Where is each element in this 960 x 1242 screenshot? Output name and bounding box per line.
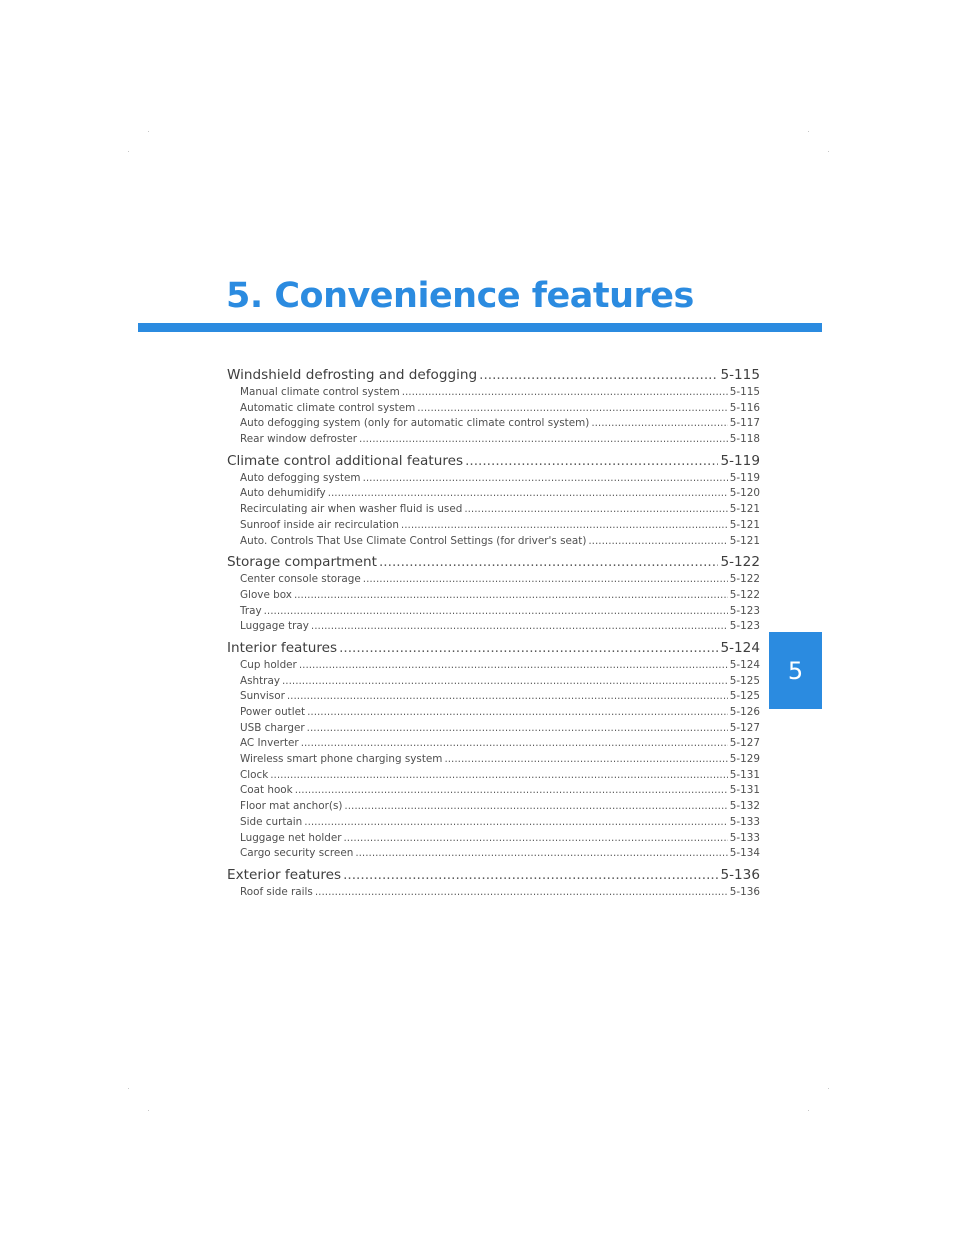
page-title: 5. Convenience features bbox=[226, 276, 694, 316]
dot-leader bbox=[294, 588, 728, 604]
toc-entry-label: Power outlet bbox=[240, 706, 306, 718]
dot-leader bbox=[301, 736, 728, 752]
toc-entry[interactable] bbox=[227, 768, 760, 784]
dot-leader bbox=[359, 432, 728, 448]
toc-entry[interactable] bbox=[227, 401, 760, 417]
toc-page-number: 5-119 bbox=[729, 471, 760, 484]
toc-page-number: 5-123 bbox=[729, 604, 760, 617]
toc-entry[interactable] bbox=[227, 416, 760, 432]
toc-page-number: 5-122 bbox=[729, 573, 760, 586]
toc-page-number: 5-131 bbox=[729, 768, 760, 781]
dot-leader bbox=[295, 783, 728, 799]
toc-section-heading[interactable] bbox=[227, 553, 760, 572]
toc-entry[interactable] bbox=[227, 486, 760, 502]
toc-entry[interactable] bbox=[227, 846, 760, 862]
toc-entry-label: Luggage net holder bbox=[240, 831, 342, 844]
dot-leader bbox=[363, 471, 728, 487]
crop-mark bbox=[808, 131, 809, 132]
crop-mark bbox=[148, 1110, 149, 1111]
toc-entry[interactable] bbox=[227, 721, 760, 737]
toc-entry-label: Roof side rails bbox=[240, 885, 313, 898]
toc-page-number: 5-118 bbox=[729, 433, 760, 446]
crop-mark bbox=[148, 131, 149, 132]
toc-entry-label: USB charger bbox=[240, 721, 305, 734]
dot-leader bbox=[379, 553, 719, 572]
toc-entry-label: Luggage tray bbox=[240, 620, 309, 633]
toc-entry[interactable] bbox=[227, 705, 760, 721]
toc-page-number: 5-126 bbox=[729, 706, 760, 718]
dot-leader bbox=[343, 866, 718, 885]
toc-entry[interactable] bbox=[227, 518, 760, 534]
toc-section-heading[interactable] bbox=[227, 866, 760, 885]
toc-entry[interactable] bbox=[227, 588, 760, 604]
toc-section-title: Windshield defrosting and defogging bbox=[227, 367, 478, 383]
toc-page-number: 5-116 bbox=[729, 401, 760, 414]
toc-page-number: 5-133 bbox=[729, 815, 760, 828]
dot-leader bbox=[444, 752, 727, 768]
dot-leader bbox=[307, 705, 728, 721]
toc-entry[interactable] bbox=[227, 674, 760, 690]
toc-entry[interactable] bbox=[227, 752, 760, 768]
toc-section bbox=[227, 452, 760, 549]
crop-mark bbox=[128, 151, 129, 152]
toc-entry-label: Auto defogging system bbox=[240, 471, 361, 484]
chapter-tab-number: 5 bbox=[787, 656, 804, 685]
toc-section-title: Storage compartment bbox=[227, 554, 377, 571]
toc-entry-label: Center console storage bbox=[240, 573, 361, 586]
crop-mark bbox=[828, 1088, 829, 1089]
toc-section-heading[interactable] bbox=[227, 639, 760, 658]
toc-section bbox=[227, 553, 760, 635]
dot-leader bbox=[479, 366, 718, 385]
title-underline-bar bbox=[138, 323, 822, 332]
dot-leader bbox=[270, 768, 728, 784]
toc-entry-label: Manual climate control system bbox=[240, 386, 400, 398]
toc-entry[interactable] bbox=[227, 831, 760, 847]
toc-entry-label: Recirculating air when washer fluid is used bbox=[240, 503, 463, 516]
toc-entry-label: Wireless smart phone charging system bbox=[240, 753, 443, 766]
dot-leader bbox=[315, 885, 728, 901]
dot-leader bbox=[465, 452, 718, 471]
toc-section-title: Climate control additional features bbox=[227, 452, 464, 469]
toc-page-number: 5-120 bbox=[729, 487, 760, 500]
toc-page-number: 5-121 bbox=[729, 503, 760, 516]
dot-leader bbox=[264, 604, 728, 620]
toc-entry-label: AC Inverter bbox=[240, 737, 299, 750]
toc-section bbox=[227, 866, 760, 901]
toc-entry[interactable] bbox=[227, 534, 760, 550]
toc-entry-label: Coat hook bbox=[240, 784, 293, 797]
toc-entry[interactable] bbox=[227, 815, 760, 831]
dot-leader bbox=[417, 401, 728, 417]
toc-page-number: 5-136 bbox=[729, 885, 760, 898]
toc-entry-label: Tray bbox=[240, 604, 262, 617]
dot-leader bbox=[311, 619, 728, 635]
toc-page-number: 5-136 bbox=[720, 866, 760, 883]
toc-page-number: 5-122 bbox=[729, 588, 760, 601]
toc-section-title: Interior features bbox=[227, 639, 338, 656]
toc-entry[interactable] bbox=[227, 689, 760, 705]
chapter-tab[interactable] bbox=[769, 632, 822, 709]
crop-mark bbox=[808, 1110, 809, 1111]
dot-leader bbox=[363, 572, 728, 588]
toc-page-number: 5-124 bbox=[729, 658, 760, 671]
dot-leader bbox=[307, 721, 728, 737]
toc-entry[interactable] bbox=[227, 385, 760, 401]
toc-page-number: 5-115 bbox=[720, 367, 760, 383]
toc-page-number: 5-124 bbox=[720, 639, 760, 656]
toc-page-number: 5-134 bbox=[729, 847, 760, 860]
toc-entry-label: Cargo security screen bbox=[240, 847, 354, 860]
dot-leader bbox=[464, 502, 727, 518]
toc-entry[interactable] bbox=[227, 471, 760, 487]
dot-leader bbox=[355, 846, 727, 862]
toc-page-number: 5-121 bbox=[729, 518, 760, 531]
toc-entry-label: Ashtray bbox=[240, 674, 280, 687]
toc-entry-label: Cup holder bbox=[240, 658, 297, 671]
toc-section-title: Exterior features bbox=[227, 866, 342, 883]
dot-leader bbox=[591, 416, 727, 432]
toc-page-number: 5-117 bbox=[729, 417, 760, 430]
dot-leader bbox=[299, 658, 728, 674]
toc-entry-label: Clock bbox=[240, 768, 269, 781]
crop-mark bbox=[128, 1088, 129, 1089]
toc-entry-label: Sunvisor bbox=[240, 690, 285, 703]
crop-mark bbox=[828, 151, 829, 152]
toc-page-number: 5-122 bbox=[720, 554, 760, 571]
toc-page-number: 5-132 bbox=[729, 800, 760, 813]
toc-entry[interactable] bbox=[227, 736, 760, 752]
toc-page-number: 5-115 bbox=[729, 386, 760, 398]
toc-entry[interactable] bbox=[227, 885, 760, 901]
toc-page-number: 5-123 bbox=[729, 620, 760, 633]
toc-section bbox=[227, 639, 760, 862]
dot-leader bbox=[339, 639, 718, 658]
toc-section-heading[interactable] bbox=[227, 452, 760, 471]
toc-entry[interactable] bbox=[227, 604, 760, 620]
toc-page-number: 5-127 bbox=[729, 721, 760, 734]
dot-leader bbox=[304, 815, 728, 831]
toc-entry-label: Sunroof inside air recirculation bbox=[240, 518, 399, 531]
toc-page-number: 5-133 bbox=[729, 831, 760, 844]
dot-leader bbox=[287, 689, 728, 705]
toc-entry[interactable] bbox=[227, 619, 760, 635]
toc-page-number: 5-127 bbox=[729, 737, 760, 750]
toc-page-number: 5-125 bbox=[729, 674, 760, 687]
toc-entry-label: Glove box bbox=[240, 588, 292, 601]
toc-entry-label: Floor mat anchor(s) bbox=[240, 800, 343, 813]
toc-entry-label: Auto defogging system (only for automatic climate control system) bbox=[240, 417, 590, 430]
table-of-contents bbox=[227, 366, 760, 905]
toc-entry[interactable] bbox=[227, 658, 760, 674]
dot-leader bbox=[401, 518, 728, 534]
dot-leader bbox=[328, 486, 728, 502]
toc-section bbox=[227, 366, 760, 448]
toc-entry-label: Auto dehumidify bbox=[240, 487, 326, 500]
toc-entry-label: Automatic climate control system bbox=[240, 401, 416, 414]
toc-entry[interactable] bbox=[227, 799, 760, 815]
toc-page-number: 5-121 bbox=[729, 534, 760, 547]
toc-entry[interactable] bbox=[227, 783, 760, 799]
toc-page-number: 5-129 bbox=[729, 753, 760, 766]
dot-leader bbox=[282, 674, 728, 690]
toc-entry[interactable] bbox=[227, 432, 760, 448]
toc-page-number: 5-119 bbox=[720, 452, 760, 469]
toc-entry-label: Auto. Controls That Use Climate Control Settings (for driver's seat) bbox=[240, 534, 587, 547]
toc-entry-label: Side curtain bbox=[240, 815, 303, 828]
toc-page-number: 5-125 bbox=[729, 690, 760, 703]
toc-section-heading[interactable] bbox=[227, 366, 760, 385]
toc-page-number: 5-131 bbox=[729, 784, 760, 797]
dot-leader bbox=[344, 799, 727, 815]
dot-leader bbox=[402, 385, 728, 401]
dot-leader bbox=[588, 534, 727, 550]
toc-entry[interactable] bbox=[227, 572, 760, 588]
dot-leader bbox=[344, 831, 728, 847]
toc-entry-label: Rear window defroster bbox=[240, 433, 358, 446]
toc-entry[interactable] bbox=[227, 502, 760, 518]
